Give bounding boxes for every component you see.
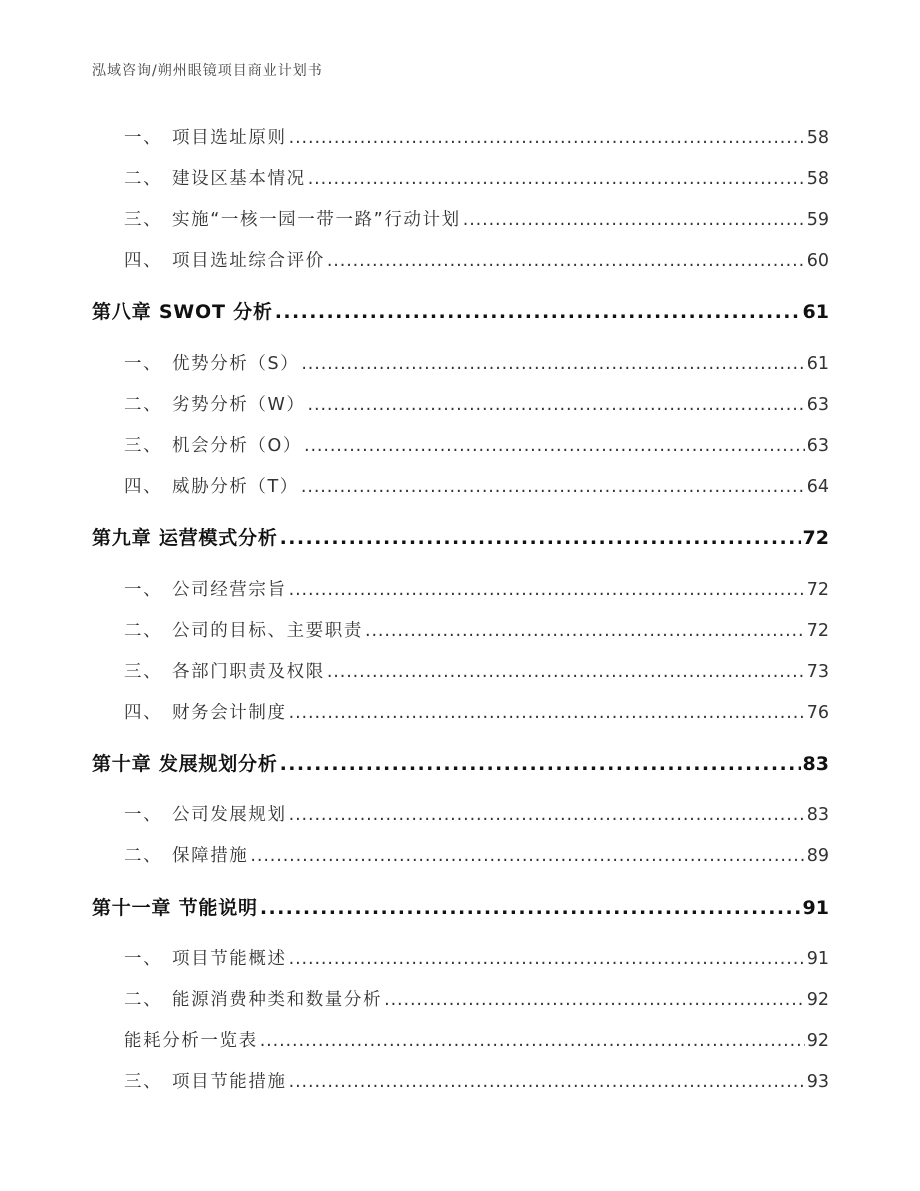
toc-chapter-entry[interactable] <box>92 893 829 920</box>
toc-entry-title: 各部门职责及权限 <box>172 662 325 682</box>
toc-leader-dots <box>280 753 801 775</box>
toc-entry-title: 建设区基本情况 <box>172 169 306 189</box>
toc-entry-page: 60 <box>806 251 829 271</box>
toc-entry-page: 89 <box>806 846 829 866</box>
toc-entry-page: 58 <box>806 169 829 189</box>
toc-leader-dots <box>301 477 805 497</box>
page-header: 泓域咨询/朔州眼镜项目商业计划书 <box>92 63 323 79</box>
toc-entry-page: 61 <box>806 354 829 374</box>
toc-leader-dots <box>301 354 804 374</box>
toc-entry-title: 能耗分析一览表 <box>124 1031 258 1051</box>
toc-entry[interactable] <box>124 945 829 970</box>
toc-entry-page: 63 <box>806 395 829 415</box>
toc-entry-number: 二、 <box>124 395 163 415</box>
toc-entry-number: 四、 <box>124 251 163 271</box>
toc-entry-number: 二、 <box>124 621 163 641</box>
toc-entry-title: 优势分析（S） <box>172 354 300 374</box>
toc-leader-dots <box>289 949 805 969</box>
toc-chapter-entry[interactable] <box>92 749 829 776</box>
toc-entry-title: 财务会计制度 <box>172 703 287 723</box>
toc-entry[interactable] <box>124 658 829 683</box>
toc-entry-number: 一、 <box>124 949 163 969</box>
toc-chapter-title: 第十章 发展规划分析 <box>92 753 278 775</box>
toc-entry-number: 一、 <box>124 580 163 600</box>
toc-leader-dots <box>327 662 805 682</box>
toc-entry-title: 项目选址综合评价 <box>172 251 325 271</box>
toc-entry[interactable] <box>124 699 829 724</box>
toc-entry-number: 一、 <box>124 354 163 374</box>
toc-entry-title: 实施“一核一园一带一路”行动计划 <box>172 210 461 230</box>
toc-chapter-page: 91 <box>802 897 829 919</box>
toc-chapter-entry[interactable] <box>92 523 829 550</box>
toc-leader-dots <box>308 395 805 415</box>
toc-entry-page: 93 <box>806 1072 829 1092</box>
toc-chapter-title: 第八章 SWOT 分析 <box>92 301 273 323</box>
toc-leader-dots <box>365 621 805 641</box>
toc-entry[interactable] <box>124 842 829 867</box>
toc-entry[interactable] <box>124 1068 829 1093</box>
toc-leader-dots <box>260 897 801 919</box>
toc-entry-number: 二、 <box>124 990 163 1010</box>
toc-entry-page: 72 <box>806 621 829 641</box>
toc-entry-title: 能源消费种类和数量分析 <box>172 990 383 1010</box>
toc-leader-dots <box>289 703 805 723</box>
toc-entry-number: 一、 <box>124 128 163 148</box>
toc-entry-title: 项目节能措施 <box>172 1072 287 1092</box>
toc-entry-page: 92 <box>806 990 829 1010</box>
toc-entry-title: 威胁分析（T） <box>172 477 299 497</box>
toc-chapter-page: 72 <box>802 527 829 549</box>
toc-entry-number: 一、 <box>124 805 163 825</box>
toc-entry-title: 劣势分析（W） <box>172 395 306 415</box>
toc-entry-page: 92 <box>806 1031 829 1051</box>
toc-entry-page: 73 <box>806 662 829 682</box>
toc-entry-number: 二、 <box>124 846 163 866</box>
toc-entry[interactable] <box>124 801 829 826</box>
toc-entry-number: 四、 <box>124 703 163 723</box>
toc-entry[interactable] <box>124 576 829 601</box>
toc-entry-title: 项目选址原则 <box>172 128 287 148</box>
toc-entry-title: 公司的目标、主要职责 <box>172 621 363 641</box>
toc-entry-number: 二、 <box>124 169 163 189</box>
toc-leader-dots <box>289 1072 805 1092</box>
toc-entry[interactable] <box>124 1027 829 1052</box>
toc-leader-dots <box>304 436 805 456</box>
toc-entry-number: 三、 <box>124 210 163 230</box>
toc-leader-dots <box>308 169 805 189</box>
toc-entry-number: 三、 <box>124 436 163 456</box>
toc-entry-title: 保障措施 <box>172 846 249 866</box>
toc-entry-title: 公司经营宗旨 <box>172 580 287 600</box>
toc-entry[interactable] <box>124 247 829 272</box>
toc-entry-number: 三、 <box>124 1072 163 1092</box>
toc-leader-dots <box>280 527 801 549</box>
toc-entry-title: 机会分析（O） <box>172 436 302 456</box>
toc-entry-page: 91 <box>806 949 829 969</box>
toc-leader-dots <box>289 805 805 825</box>
toc-entry[interactable] <box>124 124 829 149</box>
toc-chapter-page: 83 <box>802 753 829 775</box>
toc-entry-page: 64 <box>806 477 829 497</box>
toc-chapter-page: 61 <box>802 301 829 323</box>
toc-entry[interactable] <box>124 432 829 457</box>
toc-entry[interactable] <box>124 350 829 375</box>
toc-leader-dots <box>384 990 805 1010</box>
toc-chapter-entry[interactable] <box>92 297 829 324</box>
toc-entry-title: 项目节能概述 <box>172 949 287 969</box>
toc-leader-dots <box>250 846 804 866</box>
toc-entry-number: 三、 <box>124 662 163 682</box>
toc-entry[interactable] <box>124 165 829 190</box>
toc-leader-dots <box>275 301 801 323</box>
toc-chapter-title: 第九章 运营模式分析 <box>92 527 278 549</box>
toc-entry-number: 四、 <box>124 477 163 497</box>
toc-entry-page: 58 <box>806 128 829 148</box>
toc-leader-dots <box>463 210 805 230</box>
toc-leader-dots <box>260 1031 805 1051</box>
toc-entry[interactable] <box>124 391 829 416</box>
toc-entry-page: 83 <box>806 805 829 825</box>
toc-entry-page: 63 <box>806 436 829 456</box>
toc-entry[interactable] <box>124 206 829 231</box>
toc-leader-dots <box>327 251 805 271</box>
toc-leader-dots <box>289 580 805 600</box>
toc-entry-page: 72 <box>806 580 829 600</box>
toc-entry[interactable] <box>124 473 829 498</box>
toc-entry-page: 76 <box>806 703 829 723</box>
toc-leader-dots <box>289 128 805 148</box>
toc-entry-title: 公司发展规划 <box>172 805 287 825</box>
toc-chapter-title: 第十一章 节能说明 <box>92 897 258 919</box>
toc-entry-page: 59 <box>806 210 829 230</box>
toc-entry[interactable] <box>124 617 829 642</box>
toc-entry[interactable] <box>124 986 829 1011</box>
